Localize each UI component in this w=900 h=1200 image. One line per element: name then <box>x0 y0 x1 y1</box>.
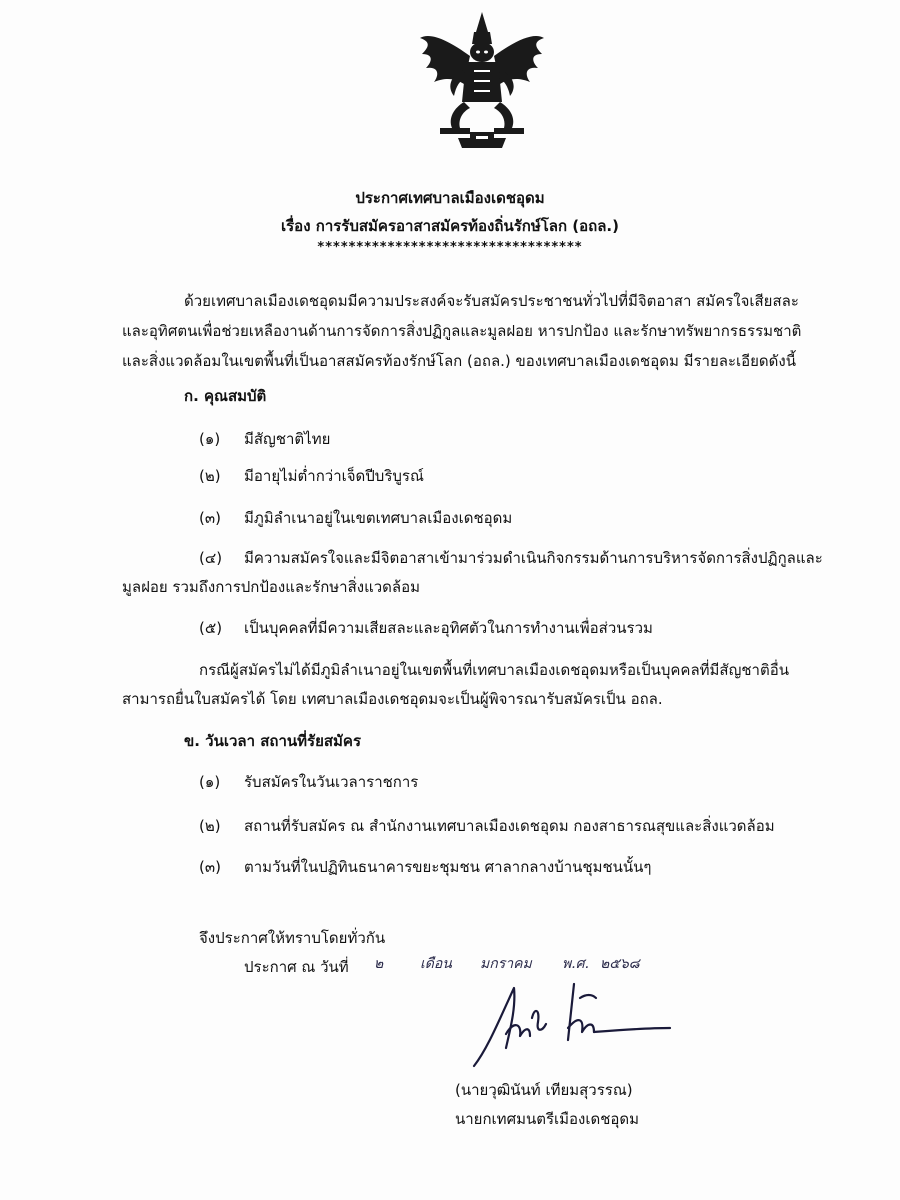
signatory-name: (นายวุฒินันท์ เทียมสุวรรณ) <box>455 1081 633 1099</box>
schedule-number: (๓) <box>199 858 221 876</box>
date-month-label-handwritten: เดือน <box>420 956 452 972</box>
schedule-text: ตามวันที่ในปฏิทินธนาคารขยะชุมชน ศาลากลางบ้านชุมชนนั้นๆ <box>244 858 652 876</box>
qualification-text: เป็นบุคคลที่มีความเสียสละและอุทิศตัวในการทำงานเพื่อส่วนรวม <box>244 619 653 637</box>
intro-line-3: และสิ่งแวดล้อมในเขตพื้นที่เป็นอาสสมัครท้องรักษ์โลก (อถล.) ของเทศบาลเมืองเดชอุดม มีรายละเอียดดังนี้ <box>122 352 796 370</box>
qualification-number: (๑) <box>199 430 221 448</box>
title-line-2: เรื่อง การรับสมัครอาสาสมัครท้องถิ่นรักษ์โลก (อถล.) <box>281 217 619 235</box>
qualification-number: (๔) <box>199 549 223 567</box>
signatory-position: นายกเทศมนตรีเมืองเดชอุดม <box>455 1110 640 1128</box>
qualification-text: มีภูมิลำเนาอยู่ในเขตเทศบาลเมืองเดชอุดม <box>244 509 513 527</box>
qualification-text: มีอายุไม่ต่ำกว่าเจ็ดปีบริบูรณ์ <box>244 467 424 485</box>
intro-line-2: และอุทิศตนเพื่อช่วยเหลืองานด้านการจัดการสิ่งปฏิกูลและมูลฝอย หารปกป้อง และรักษาทรัพยากรธรรมชาติ <box>122 322 802 340</box>
schedule-number: (๒) <box>199 817 221 835</box>
qualification-number: (๓) <box>199 509 221 527</box>
schedule-text: สถานที่รับสมัคร ณ สำนักงานเทศบาลเมืองเดชอุดม กองสาธารณสุขและสิ่งแวดล้อม <box>244 817 775 835</box>
intro-line-1: ด้วยเทศบาลเมืองเดชอุดมมีความประสงค์จะรับสมัครประชาชนทั่วไปที่มีจิตอาสา สมัครใจเสียสละ <box>184 292 799 310</box>
garuda-emblem-icon <box>418 10 546 148</box>
qualification-note-line-1: กรณีผู้สมัครไม่ได้มีภูมิลำเนาอยู่ในเขตพื้นที่เทศบาลเมืองเดชอุดมหรือเป็นบุคคลที่มีสัญชาติอื่น <box>199 661 789 679</box>
schedule-heading: ข. วันเวลา สถานที่รัยสมัคร <box>184 732 362 750</box>
schedule-number: (๑) <box>199 773 221 791</box>
schedule-text: รับสมัครในวันเวลาราชการ <box>244 773 419 791</box>
qualification-text: มีความสมัครใจและมีจิตอาสาเข้ามาร่วมดำเนินกิจกรรมด้านการบริหารจัดการสิ่งปฏิกูลและ <box>244 549 823 567</box>
qualifications-heading: ก. คุณสมบัติ <box>184 387 267 405</box>
date-year-label-handwritten: พ.ศ. <box>562 956 590 972</box>
qualification-text-continued: มูลฝอย รวมถึงการปกป้องและรักษาสิ่งแวดล้อม <box>122 578 420 596</box>
qualification-number: (๕) <box>199 619 223 637</box>
date-day-handwritten: ๒ <box>374 956 384 972</box>
date-year-handwritten: ๒๕๖๘ <box>600 956 640 972</box>
handwritten-signature <box>470 978 680 1068</box>
date-month-handwritten: มกราคม <box>480 956 532 972</box>
title-line-1: ประกาศเทศบาลเมืองเดชอุดม <box>355 189 545 207</box>
qualification-text: มีสัญชาติไทย <box>244 430 331 448</box>
date-prefix: ประกาศ ณ วันที่ <box>244 958 349 976</box>
closing-announcement: จึงประกาศให้ทราบโดยทั่วกัน <box>199 929 386 947</box>
title-divider: ********************************** <box>317 240 583 255</box>
qualification-number: (๒) <box>199 467 221 485</box>
qualification-note-line-2: สามารถยื่นใบสมัครได้ โดย เทศบาลเมืองเดชอุดมจะเป็นผู้พิจารณารับสมัครเป็น อถล. <box>122 690 663 708</box>
